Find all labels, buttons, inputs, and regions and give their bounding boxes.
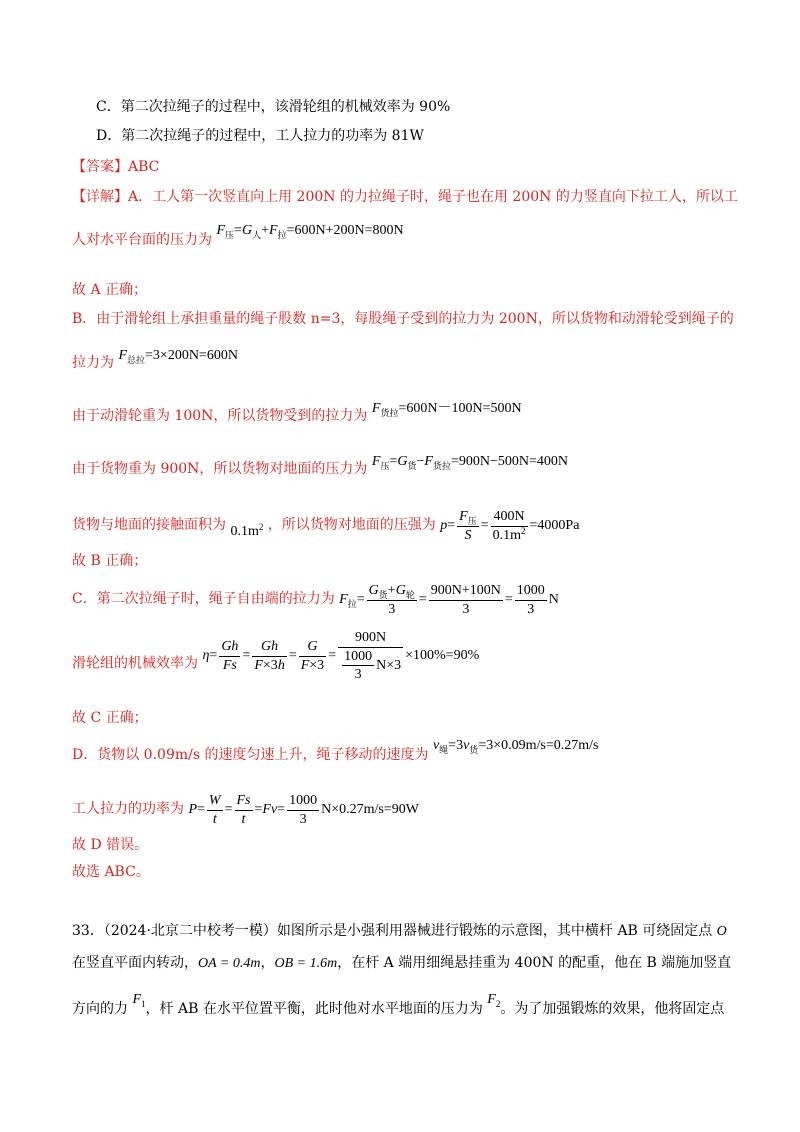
d-text2: 工人拉力的功率为 xyxy=(72,801,184,818)
d-conclusion: 故 D 错误。 xyxy=(72,837,149,853)
q33-text3c: 。为了加强锻炼的效果，他将固定点 xyxy=(500,1001,725,1017)
a-text: 人对水平台面的压力为 xyxy=(72,232,212,248)
d-equation2: P= $\frac{W}{t}$ = $\frac{Fs}{t}$ =Fv= $\frac{1000}{3}$ N×0.27m/s=90W xyxy=(188,793,419,827)
b-text3: 由于货物重为 900N，所以货物对地面的压力为 xyxy=(72,461,368,477)
option-c: C．第二次拉绳子的过程中，该滑轮组的机械效率为 90% xyxy=(96,99,451,115)
b-intro: B．由于滑轮组上承担重量的绳子股数 n=3，每股绳子受到的拉力为 200N，所以货物和动滑轮受到绳子的 xyxy=(72,311,734,327)
q33-ob: OB = 1.6m xyxy=(274,956,338,971)
q33-point-o: O xyxy=(716,924,727,939)
q33-text1: 33．（2024·北京二中校考一模）如图所示是小强利用器械进行锻炼的示意图，其中横杆 AB 可绕固定点 xyxy=(72,923,713,939)
q33-text3a: 方向的力 xyxy=(72,1001,128,1017)
c-text1: C．第二次拉绳子时，绳子自由端的拉力为 xyxy=(72,591,335,608)
option-d: D．第二次拉绳子的过程中，工人拉力的功率为 81W xyxy=(96,128,424,144)
d-equation1: $v_绳=3v_货=3\times 0.09m/s=0.27m/s$ xyxy=(432,738,599,755)
q33-f2: $F_2$ xyxy=(487,992,501,1009)
q33-f1: $F_1$ xyxy=(132,992,146,1009)
b-text2: 由于动滑轮重为 100N，所以货物受到的拉力为 xyxy=(72,408,368,424)
a-equation: $F_压=G_人+F_拉=600N+200N=800N$ xyxy=(216,223,404,240)
detail-intro: 【详解】A．工人第一次竖直向上用 200N 的力拉绳子时，绳子也在用 200N 的力竖直向下拉工人，所以工 xyxy=(72,189,738,205)
final-answer: 故选 ABC。 xyxy=(72,864,150,880)
b-line1 xyxy=(72,348,238,373)
answer-label: 【答案】ABC xyxy=(72,159,160,175)
c-equation2: η= $\frac{Gh}{Fs}$ = $\frac{Gh}{F\times 3h}$ = $\frac{G}{F\times 3}$ = 900N $\frac{1000}{3}$ N×3 ×100%=90% xyxy=(202,630,480,682)
q33-line2: 在竖直平面内转动，OA = 0.4m，OB = 1.6m，在杆 A 端用细绳悬挂重为 400N 的配重，他在 B 端施加竖直 xyxy=(72,955,732,971)
b-text4b: ，所以货物对地面的压强为 xyxy=(267,517,436,534)
a-conclusion: 故 A 正确； xyxy=(72,282,148,298)
c-equation1: $F_拉=$ $\frac{G_货+G_轮}{3}$ = $\frac{900N+100N}{3}$ = $\frac{1000}{3}$ N xyxy=(339,583,559,617)
q33-line1 xyxy=(72,923,727,941)
b-conclusion: 故 B 正确； xyxy=(72,553,148,569)
d-line1 xyxy=(72,738,599,765)
b-text4a: 货物与地面的接触面积为 xyxy=(72,517,226,534)
b-line2 xyxy=(72,401,522,426)
a-pressure-line xyxy=(72,223,404,250)
c-line1 xyxy=(72,582,559,618)
b-text1: 拉力为 xyxy=(72,355,114,371)
q33-text3b: ，杆 AB 在水平位置平衡，此时他对水平地面的压力为 xyxy=(145,1001,483,1017)
c-line2 xyxy=(72,630,480,692)
b-equation2: $F_{货拉}=600N-100N=500N$ xyxy=(371,401,522,418)
c-conclusion: 故 C 正确； xyxy=(72,710,148,726)
b-equation4: p= $\frac{F_压}{S}$ = $\frac{400N}{0.1m^2}$ =4000Pa xyxy=(440,509,580,543)
b-equation1: $F_{总拉}=3\times 200N=600N$ xyxy=(118,348,238,365)
c-text2: 滑轮组的机械效率为 xyxy=(72,655,198,672)
b-area: $0.1m^2$ xyxy=(230,522,264,540)
d-line2 xyxy=(72,792,419,828)
b-equation3: $F_压=G_货-F_{货拉}=900N-500N=400N$ xyxy=(371,454,569,471)
q33-oa: OA = 0.4m xyxy=(198,956,261,971)
q33-text2b: ，在杆 A 端用细绳悬挂重为 400N 的配重，他在 B 端施加竖直 xyxy=(337,955,732,971)
q33-text2a: 在竖直平面内转动， xyxy=(72,955,198,971)
b-line4 xyxy=(72,508,579,544)
q33-line3 xyxy=(72,992,725,1019)
d-text1: D．货物以 0.09m/s 的速度匀速上升，绳子移动的速度为 xyxy=(72,747,429,763)
b-line3 xyxy=(72,454,569,479)
